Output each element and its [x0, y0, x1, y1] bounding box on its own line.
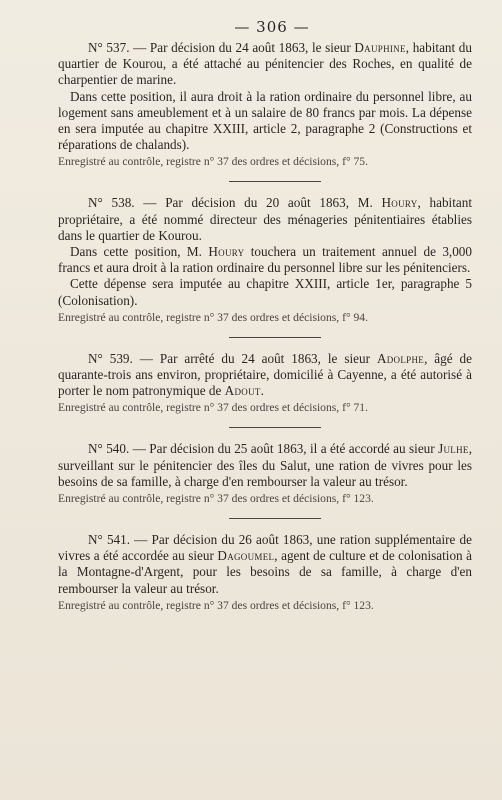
decision-entry-539	[58, 351, 472, 416]
separator-rule	[229, 181, 321, 182]
person-name: Houry	[381, 195, 418, 211]
separator-rule	[229, 427, 321, 428]
person-name: Houry	[208, 244, 245, 260]
person-name: Dagoumel	[217, 548, 275, 564]
entry-paragraph: N° 537. — Par décision du 24 août 1863, le sieur Dauphine, habitant du quartier de Kourou, a été attaché au pénitencier des Roches, en qualité de charpentier de marine.	[58, 40, 472, 88]
decision-entry-538	[58, 195, 472, 324]
entry-paragraph: Dans cette position, M. Houry touchera un traitement annuel de 3,000 francs et aura droit à la ration ordinaire du personnel libre sur les pénitenciers.	[58, 244, 472, 276]
registration-note: Enregistré au contrôle, registre n° 37 des ordres et décisions, f° 94.	[58, 310, 368, 324]
registration-note: Enregistré au contrôle, registre n° 37 des ordres et décisions, f° 71.	[58, 401, 368, 415]
entry-paragraph: N° 540. — Par décision du 25 août 1863, il a été accordé au sieur Julhe, surveillant sur le pénitencier des îles du Salut, une ration de vivres pour les besoins de sa famille, à charge d'en rembourser la valeur au trésor.	[58, 441, 472, 489]
entry-paragraph: N° 539. — Par arrêté du 24 août 1863, le sieur Adolphe, âgé de quarante-trois ans environ, propriétaire, domicilié à Cayenne, a été autorisé à porter le nom patronymique de Adout.	[58, 350, 472, 399]
registration-note: Enregistré au contrôle, registre n° 37 des ordres et décisions, f° 123.	[58, 492, 374, 506]
entry-paragraph: Dans cette position, il aura droit à la ration ordinaire du personnel libre, au logement sans ameublement et à un salaire de 80 francs par mois. La dépense en sera imputée au chapitre XXIII, article 2, paragraphe 2 (Constructions et réparations de chalands).	[58, 88, 472, 153]
registration-note: Enregistré au contrôle, registre n° 37 des ordres et décisions, f° 75.	[58, 155, 368, 169]
person-name: Julhe	[438, 441, 469, 457]
entry-paragraph: N° 541. — Par décision du 26 août 1863, une ration supplémentaire de vivres a été accordée au sieur Dagoumel, agent de culture et de colonisation à la Montagne-d'Argent, pour les besoins de sa famille, à charge d'en rembourser la valeur au trésor.	[58, 532, 472, 596]
decision-entry-540	[58, 441, 472, 506]
entry-paragraph: Cette dépense sera imputée au chapitre XXIII, article 1er, paragraphe 5 (Colonisation).	[58, 276, 472, 308]
page-number: — 306 —	[234, 18, 310, 36]
registration-note: Enregistré au contrôle, registre n° 37 des ordres et décisions, f° 123.	[58, 598, 374, 612]
separator-rule	[229, 337, 321, 338]
person-name: Adolphe	[376, 350, 425, 366]
person-name: Adout	[224, 383, 261, 399]
person-name: Dauphine	[354, 40, 406, 55]
separator-rule	[229, 518, 321, 519]
decision-entry-541	[58, 532, 472, 613]
entry-paragraph: N° 538. — Par décision du 20 août 1863, M. Houry, habitant propriétaire, a été nommé directeur des ménageries pénitentiaires établies dans le quartier de Kourou.	[58, 195, 472, 243]
decision-entry-537	[58, 40, 472, 169]
